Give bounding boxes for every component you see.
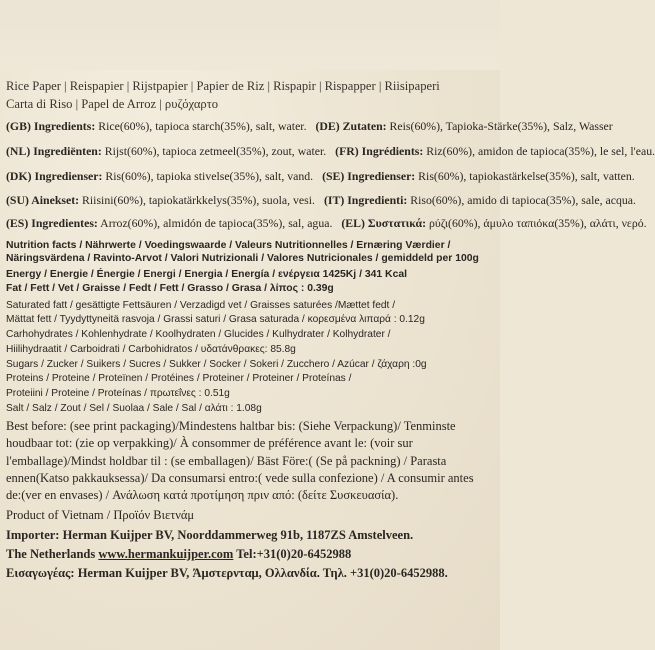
nutrition-proteins-2: Proteiini / Proteine / Proteínas / πρωτεΐνες : 0.51g: [6, 388, 230, 399]
label-de: (DE) Zutaten:: [315, 119, 387, 133]
nutrition-header-2: Näringsvärdena / Ravinto-Arvot / Valori Nutrizionali / Valores Nutricionales / gemiddeld per 100g: [6, 253, 479, 264]
label-se: (SE) Ingredienser:: [322, 169, 416, 183]
ingredients-gb: Rice(60%), tapioca starch(35%), salt, water.: [95, 119, 307, 133]
nutrition-energy: Energy / Energie / Énergie / Energi / Energia / Energía / ενέργεια 1425Kj / 341 Kcal: [6, 269, 408, 280]
ingredients-nl: Rijst(60%), tapioca zetmeel(35%), zout, water.: [101, 144, 327, 158]
importer-line-1: Importer: Herman Kuijper BV, Noorddammerweg 91b, 1187ZS Amstelveen.: [6, 528, 414, 542]
ingredients-it: Riso(60%), amido di tapioca(35%), sale, acqua.: [407, 193, 636, 207]
label-fr: (FR) Ingrédients:: [335, 144, 424, 158]
label-es: (ES) Ingredientes:: [6, 216, 98, 230]
importer-line-2: [6, 548, 496, 561]
packaging-top-edge: [0, 0, 500, 70]
label-it: (IT) Ingredienti:: [323, 193, 408, 207]
label-dk: (DK) Ingredienser:: [6, 169, 103, 183]
ingredients-se: Ris(60%), tapiokastärkelse(35%), salt, vatten.: [415, 169, 635, 183]
nutrition-sugars: Sugars / Zucker / Suikers / Sucres / Sukker / Socker / Sokeri / Zucchero / Azúcar / ζάχαρη :0g: [6, 359, 427, 370]
label-su: (SU) Ainekset:: [6, 193, 80, 207]
bestbefore-line-4: ennen(Katso pakkauksessa)/ Da consumarsi entro:( vede sulla confezione) / A consumir antes: [6, 471, 474, 485]
bestbefore-line-2: houdbaar tot: (zie op verpakking)/ À consommer de préférence avant le: (voir sur: [6, 436, 413, 450]
ingredients-row-3: [6, 169, 635, 183]
ingredients-de: Reis(60%), Tapioka-Stärke(35%), Salz, Wasser: [386, 119, 613, 133]
ingredients-su: Riisini(60%), tapiokatärkkelys(35%), suola, vesi.: [79, 193, 315, 207]
label-gb: (GB) Ingredients:: [6, 119, 96, 133]
ingredients-row-2: [6, 144, 655, 158]
ingredients-el: ρύζι(60%), άμυλο ταπιόκα(35%), αλάτι, νερό.: [426, 216, 647, 230]
nutrition-carb-2: Hiilihydraatit / Carboidrati / Carbohidratos / υδατάνθρακες: 85.8g: [6, 344, 296, 355]
ingredients-fr: Riz(60%), amidon de tapioca(35%), le sel, l'eau.: [423, 144, 655, 158]
bestbefore-line-5: de:(ver en envases) / Ανάλωση κατά προτίμηση πριν από: (δείτε Συσκευασία).: [6, 488, 399, 502]
title-line-1: Rice Paper | Reispapier | Rijstpapier | Papier de Riz | Rispapir | Rispapper | Riisipaperi: [6, 79, 440, 93]
label-el: (EL) Συστατικά:: [341, 216, 427, 230]
ingredients-row-5: [6, 216, 647, 230]
nutrition-header-1: Nutrition facts / Nährwerte / Voedingswaarde / Valeurs Nutritionnelles / Ernæring Værdier /: [6, 240, 451, 251]
product-origin: Product of Vietnam / Προϊόν Βιετνάμ: [6, 508, 195, 522]
nutrition-proteins-1: Proteins / Proteine / Proteïnen / Protéines / Proteiner / Proteiner / Proteínas /: [6, 373, 352, 384]
bestbefore-line-3: l'emballage)/Mindst holdbar til : (se emballagen)/ Bäst Före:( (Se på packning) / Parasta: [6, 454, 447, 468]
bestbefore-line-1: Best before: (see print packaging)/Mindestens haltbar bis: (Siehe Verpackung)/ Tenminste: [6, 419, 456, 433]
nutrition-fat: Fat / Fett / Vet / Graisse / Fedt / Fett / Grasso / Grasa / λίπος : 0.39g: [6, 283, 334, 294]
nutrition-satfat-2: Mättat fett / Tyydyttyneitä rasvoja / Grassi saturi / Grasa saturada / κορεσμένα λιπαρά : 0.12g: [6, 314, 425, 325]
label-nl: (NL) Ingrediënten:: [6, 144, 102, 158]
importer-country: The Netherlands: [6, 547, 99, 561]
importer-phone: Tel:+31(0)20-6452988: [233, 547, 352, 561]
ingredients-row-1: [6, 119, 613, 133]
ingredients-es: Arroz(60%), almidón de tapioca(35%), sal, agua.: [97, 216, 333, 230]
importer-line-greek: Εισαγωγέας: Herman Kuijper BV, Άμστερνταμ, Ολλανδία. Τηλ. +31(0)20-6452988.: [6, 566, 448, 580]
ingredients-row-4: [6, 193, 636, 207]
ingredients-dk: Ris(60%), tapioka stivelse(35%), salt, vand.: [102, 169, 314, 183]
title-line-2: Carta di Riso | Papel de Arroz | ρυζόχαρτο: [6, 97, 219, 111]
nutrition-satfat-1: Saturated fatt / gesättigte Fettsäuren / Verzadigd vet / Graisses saturées /Mættet fedt /: [6, 300, 396, 311]
importer-website-link[interactable]: www.hermankuijper.com: [98, 547, 234, 561]
nutrition-carb-1: Carhohydrates / Kohlenhydrate / Koolhydraten / Glucides / Kulhydrater / Kolhydrater /: [6, 329, 391, 340]
nutrition-salt: Salt / Salz / Zout / Sel / Suolaa / Sale / Sal / αλάτι : 1.08g: [6, 403, 262, 414]
